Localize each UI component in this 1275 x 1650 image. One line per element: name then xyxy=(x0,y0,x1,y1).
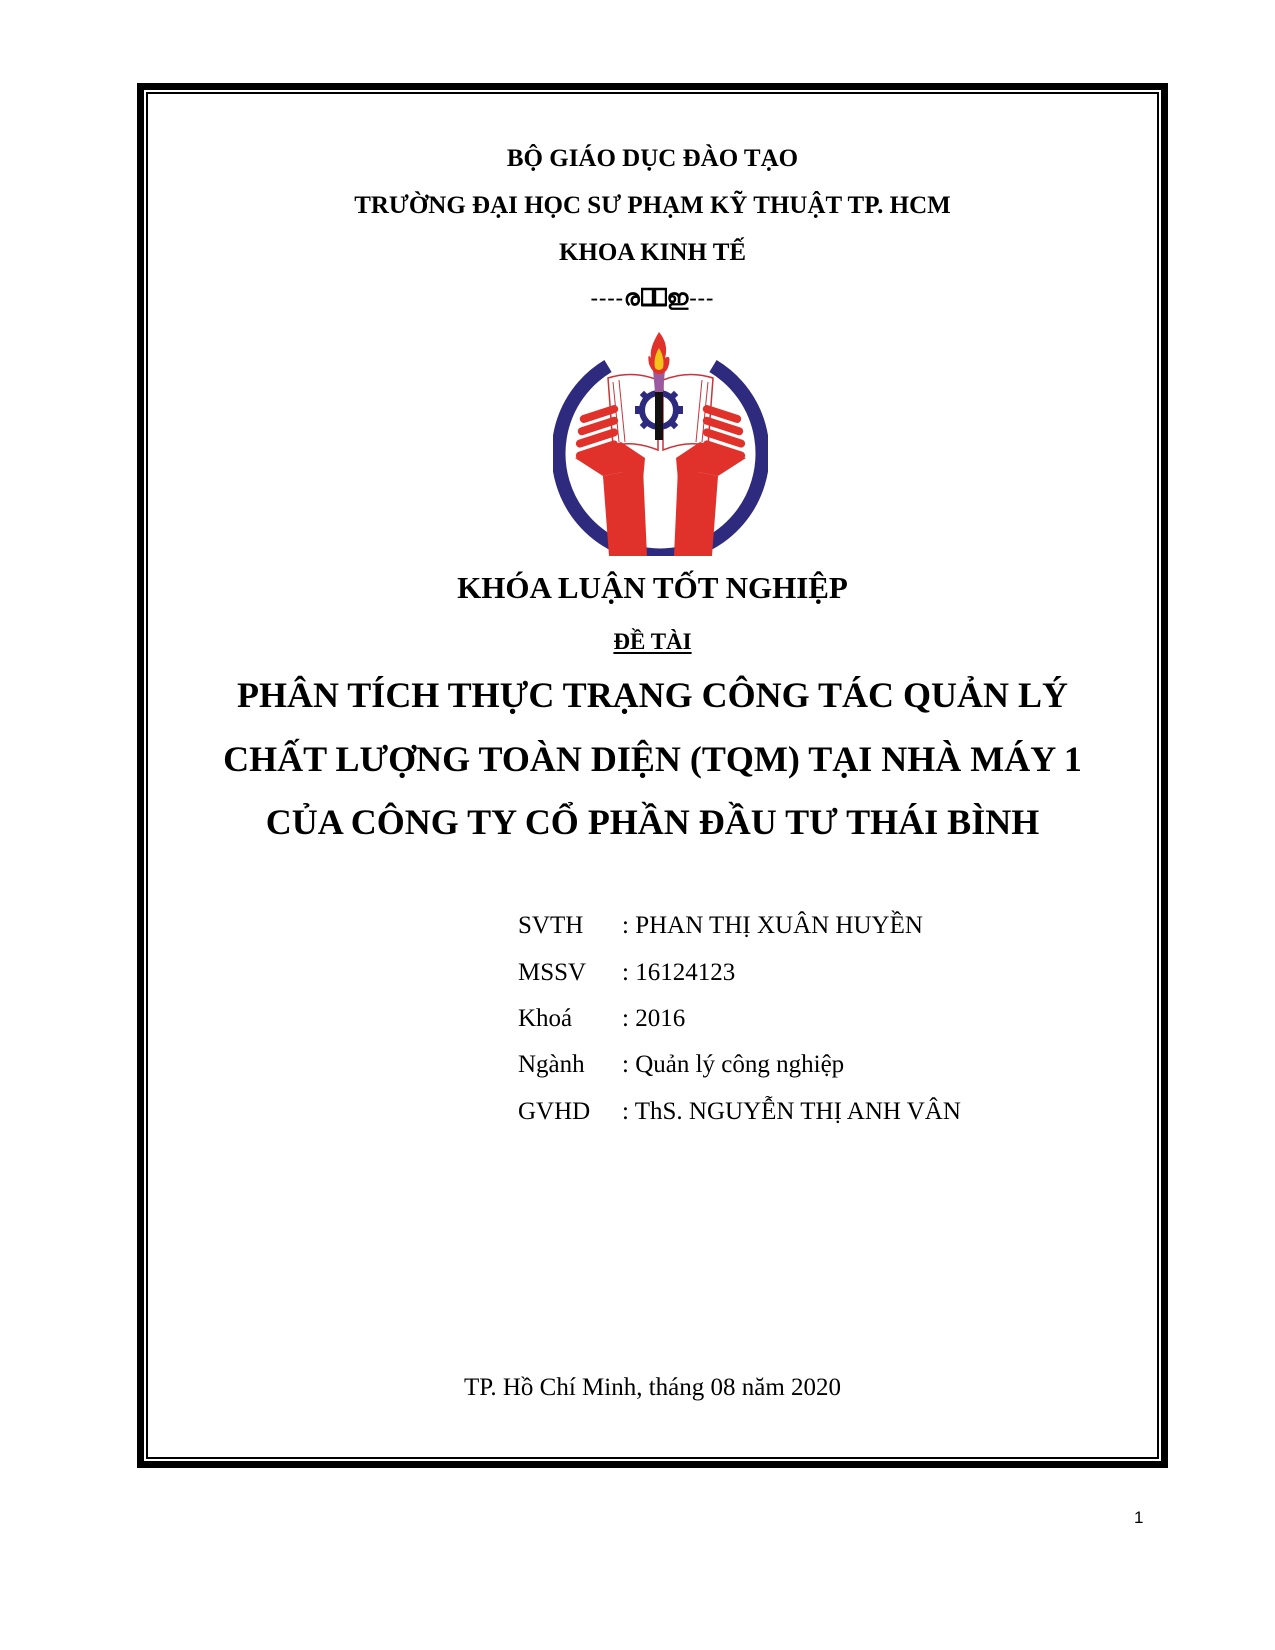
swirl-left-icon: ര xyxy=(623,285,641,310)
info-label: SVTH xyxy=(518,912,584,939)
info-value: : 16124123 xyxy=(622,959,736,986)
info-label: Ngành xyxy=(518,1051,585,1078)
ministry-name: BỘ GIÁO DỤC ĐÀO TẠO xyxy=(506,145,799,172)
info-label: GVHD xyxy=(518,1098,591,1125)
thesis-title-line-2: CHẤT LƯỢNG TOÀN DIỆN (TQM) TẠI NHÀ MÁY 1 xyxy=(223,739,1082,779)
university-name: TRƯỜNG ĐẠI HỌC SƯ PHẠM KỸ THUẬT TP. HCM xyxy=(354,192,951,219)
info-value: : 2016 xyxy=(622,1005,686,1032)
info-label: MSSV xyxy=(518,959,587,986)
ornament-divider xyxy=(146,285,1159,313)
info-value: : ThS. NGUYỄN THỊ ANH VÂN xyxy=(622,1098,961,1125)
university-logo xyxy=(553,330,768,556)
thesis-title-line-1: PHÂN TÍCH THỰC TRẠNG CÔNG TÁC QUẢN LÝ xyxy=(236,675,1069,715)
faculty-name: KHOA KINH TẾ xyxy=(558,239,747,266)
book-icon xyxy=(641,287,667,313)
swirl-right-icon: ഇ xyxy=(666,285,690,310)
document-type: KHÓA LUẬN TỐT NGHIỆP xyxy=(457,570,848,605)
ornament-left: ---- xyxy=(590,285,624,310)
topic-label: ĐỀ TÀI xyxy=(613,629,692,654)
page-number: 1 xyxy=(1134,1508,1144,1527)
place-date: TP. Hồ Chí Minh, tháng 08 năm 2020 xyxy=(463,1374,842,1401)
info-label: Khoá xyxy=(518,1005,573,1032)
info-value: : PHAN THỊ XUÂN HUYỀN xyxy=(622,912,923,939)
thesis-title-line-3: CỦA CÔNG TY CỔ PHẦN ĐẦU TƯ THÁI BÌNH xyxy=(265,802,1040,842)
info-value: : Quản lý công nghiệp xyxy=(622,1051,845,1078)
ornament-right: --- xyxy=(689,285,715,310)
